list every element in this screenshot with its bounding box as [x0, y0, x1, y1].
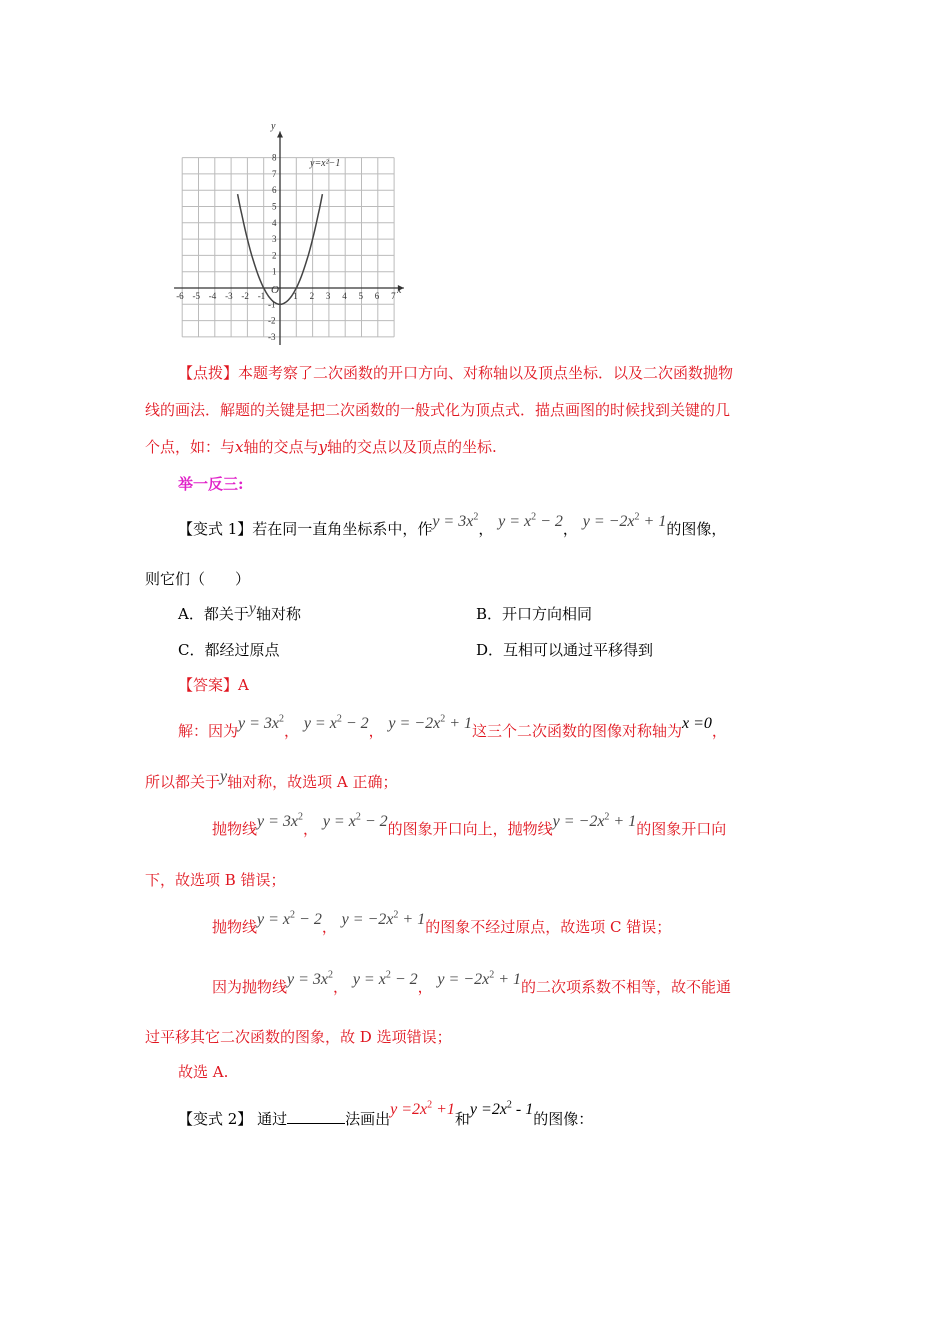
v1-tail: 的图像，	[666, 520, 727, 538]
origin-label: O	[271, 284, 279, 296]
x-tick-label: -4	[208, 291, 217, 301]
x-tick-label: 5	[358, 291, 363, 301]
answer-s2: 所以都关于y轴对称，故选项 A 正确；	[145, 768, 398, 791]
option-b[interactable]: B．开口方向相同	[476, 605, 593, 623]
hint-y: y	[318, 438, 327, 456]
section-title: 举一反三:	[178, 475, 244, 493]
answer-s8: 故选 A.	[178, 1063, 229, 1081]
y-axis-label: y	[271, 121, 276, 132]
v1-question: 【变式 1】若在同一直角坐标系中，作$y = 3x^2$， $y = x^2 - 2$， $y = -2x^2 + 1$的图像，	[178, 511, 727, 538]
y-tick-label: 8	[272, 152, 277, 163]
y-tick-label: 6	[272, 185, 277, 196]
x-tick-label: 2	[309, 291, 315, 301]
x-tick-label: 4	[342, 291, 347, 301]
v1-eq1: y = 3x	[432, 513, 474, 530]
answer-label: 【答案】A	[178, 676, 249, 694]
graph-grid	[182, 158, 394, 337]
y-tick-label: 1	[272, 266, 277, 277]
option-d[interactable]: D．互相可以通过平移得到	[476, 641, 654, 659]
hint-line-1: 【点拨】本题考察了二次函数的开口方向、对称轴以及顶点坐标．以及二次函数抛物	[178, 364, 734, 382]
v1-line2: 则它们（ ）	[145, 570, 251, 588]
answer-s5: 抛物线$y = x^2 - 2$， $y = -2x^2 + 1$的图象不经过原点，故选项 C 错误；	[212, 909, 672, 936]
blank-field[interactable]	[287, 1109, 345, 1124]
hint-line-3c: 轴的交点以及顶点的坐标.	[326, 438, 497, 456]
option-c[interactable]: C．都经过原点	[178, 641, 280, 659]
x-tick-label: -2	[241, 291, 249, 301]
y-tick-label: -1	[268, 299, 276, 310]
hint-line-2: 线的画法．解题的关键是把二次函数的一般式化为顶点式．描点画图的时候找到关键的几	[145, 401, 731, 419]
v1-eq3: y = −2x	[582, 513, 635, 530]
answer-s7: 过平移其它二次函数的图象，故 D 选项错误；	[145, 1028, 452, 1046]
x-tick-label: -1	[257, 291, 266, 301]
answer-s4: 下，故选项 B 错误；	[145, 871, 286, 889]
y-tick-label: 2	[272, 250, 277, 261]
v2-eq1: y =2x	[390, 1101, 428, 1118]
x-tick-label: -5	[192, 291, 200, 301]
x-tick-label: 3	[325, 291, 331, 301]
y-tick-label: 5	[272, 201, 277, 212]
answer-s6: 因为抛物线$y = 3x^2$， $y = x^2 - 2$， $y = -2x^2 + 1$的二次项系数不相等，故不能通	[212, 969, 732, 996]
x-tick-label: 7	[391, 291, 396, 301]
v1-eq2: y = x	[498, 513, 532, 530]
x-tick-label: -3	[225, 291, 233, 301]
v2-eq2: y =2x	[469, 1101, 507, 1118]
x-tick-label: -6	[176, 291, 184, 301]
hint-line-3	[145, 436, 497, 457]
hint-x: x	[235, 438, 244, 456]
y-tick-label: -2	[268, 315, 276, 326]
hint-line-3b: 轴的交点与	[243, 438, 319, 456]
curve-label: y=x²−1	[310, 158, 341, 169]
y-tick-label: 4	[272, 217, 277, 228]
y-tick-label: -3	[268, 331, 276, 342]
x-tick-label: 1	[293, 291, 298, 301]
answer-s3: 抛物线$y = 3x^2$， $y = x^2 - 2$的图象开口向上，抛物线$y = -2x^2 + 1$的图象开口向	[212, 811, 727, 838]
v2-question: 【变式 2】 通过 法画出$y =2x^2 +1$和$y =2x^2 - 1$的图像：	[178, 1099, 594, 1128]
v1-label: 【变式 1】若在同一直角坐标系中，作	[178, 520, 433, 538]
option-a[interactable]: A．都关于y轴对称	[178, 600, 301, 623]
y-tick-label: 3	[272, 234, 277, 245]
x-tick-label: 6	[374, 291, 380, 301]
x-axis-label: x	[397, 285, 402, 296]
graph-axes	[174, 132, 404, 346]
y-tick-label: 7	[272, 168, 277, 179]
answer-s1: 解：因为$y = 3x^2$， $y = x^2 - 2$， $y = -2x^2 + 1$这三个二次函数的图像对称轴为x =0，	[178, 713, 727, 740]
hint-line-3a: 个点，如：与	[145, 438, 236, 456]
graph-tick-labels	[176, 153, 396, 342]
parabola-graph	[170, 115, 415, 350]
